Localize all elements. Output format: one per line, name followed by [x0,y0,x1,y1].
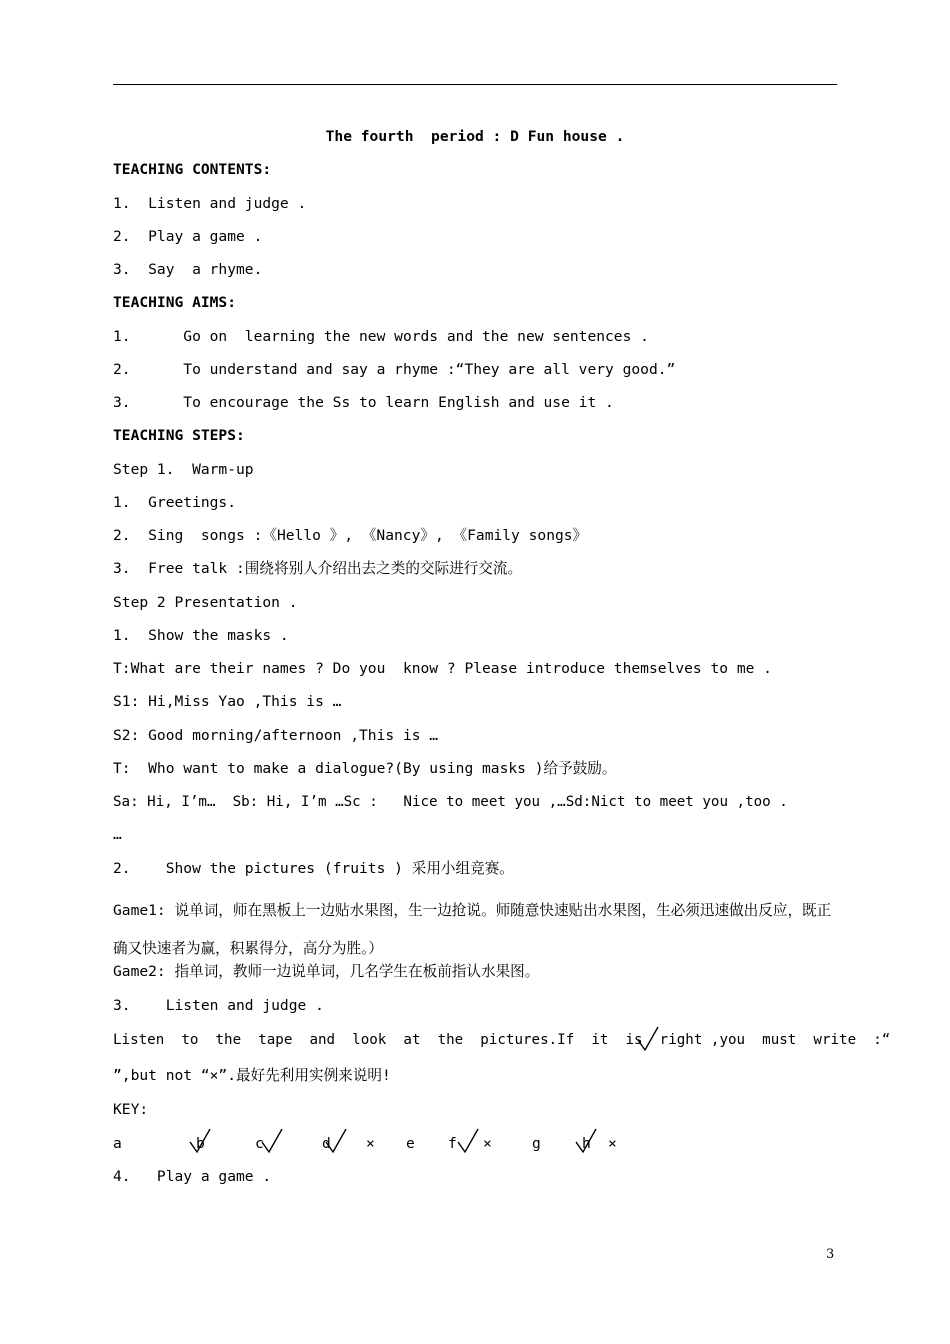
section-heading-aims: TEACHING AIMS: [113,294,237,311]
text-line: 3. Free talk :围绕将别人介绍出去之类的交际进行交流。 [113,560,523,577]
key-letter: c [255,1135,264,1152]
check-mark-icon [322,1126,350,1156]
text-line: S2: Good morning/afternoon ,This is … [113,727,439,744]
key-label: KEY: [113,1101,149,1118]
text-line: 3. Say a rhyme. [113,261,263,278]
text-line: 1. Greetings. [113,494,237,511]
section-heading-steps: TEACHING STEPS: [113,427,245,444]
text-line: Game2: 指单词，教师一边说单词，几名学生在板前指认水果图。 [113,963,540,980]
cross-mark: × [483,1135,492,1152]
text-line: 4. Play a game . [113,1168,272,1185]
text-line: 1. Show the masks . [113,627,289,644]
page-title: The fourth period : D Fun house . [325,128,625,145]
text-line: 3. To encourage the Ss to learn English and use it . [113,394,614,411]
section-heading-contents: TEACHING CONTENTS: [113,161,272,178]
key-letter: g [532,1135,541,1152]
text-line: 1. Go on learning the new words and the new sentences . [113,328,649,345]
text-line: S1: Hi,Miss Yao ,This is … [113,693,342,710]
key-letter: e [406,1135,415,1152]
check-mark-icon [258,1126,286,1156]
text-line: Listen to the tape and look at the pictures.If it is right ,you must write :“ [113,1032,891,1048]
key-letter: b [196,1135,205,1152]
text-line: 3. Listen and judge . [113,997,324,1014]
text-line: … [113,826,122,843]
text-line: ”,but not “×”.最好先利用实例来说明! [113,1067,391,1084]
cross-mark: × [366,1135,375,1152]
text-paragraph: Game1: 说单词，师在黑板上一边贴水果图，生一边抢说。师随意快速贴出水果图，生必须迅速做出反应，既正确又快速者为赢，积累得分，高分为胜。） [113,902,832,957]
page-number: 3 [826,1247,835,1262]
key-letter: f [448,1135,457,1152]
text-line: T:What are their names ? Do you know ? Please introduce themselves to me . [113,660,772,677]
key-letter: a [113,1135,122,1152]
text-line: 2. To understand and say a rhyme :“They are all very good.” [113,361,676,378]
text-line: 2. Play a game . [113,228,263,245]
key-letter: h [582,1135,591,1152]
text-line: Step 2 Presentation . [113,594,298,611]
header-rule [113,84,837,85]
cross-mark: × [608,1135,617,1152]
check-mark-icon [634,1024,662,1054]
text-line: 2. Sing songs :《Hello 》, 《Nancy》, 《Family songs》 [113,527,588,544]
text-line: 2. Show the pictures (fruits ) 采用小组竞赛。 [113,860,514,877]
check-mark-icon [454,1126,482,1156]
text-line: Step 1. Warm-up [113,461,254,478]
text-line: 1. Listen and judge . [113,195,307,212]
text-line: Sa: Hi, I’m… Sb: Hi, I’m …Sc : Nice to meet you ,…Sd:Nict to meet you ,too . [113,794,788,810]
text-line: T: Who want to make a dialogue?(By using masks )给予鼓励。 [113,760,617,777]
key-letter: d [322,1135,331,1152]
